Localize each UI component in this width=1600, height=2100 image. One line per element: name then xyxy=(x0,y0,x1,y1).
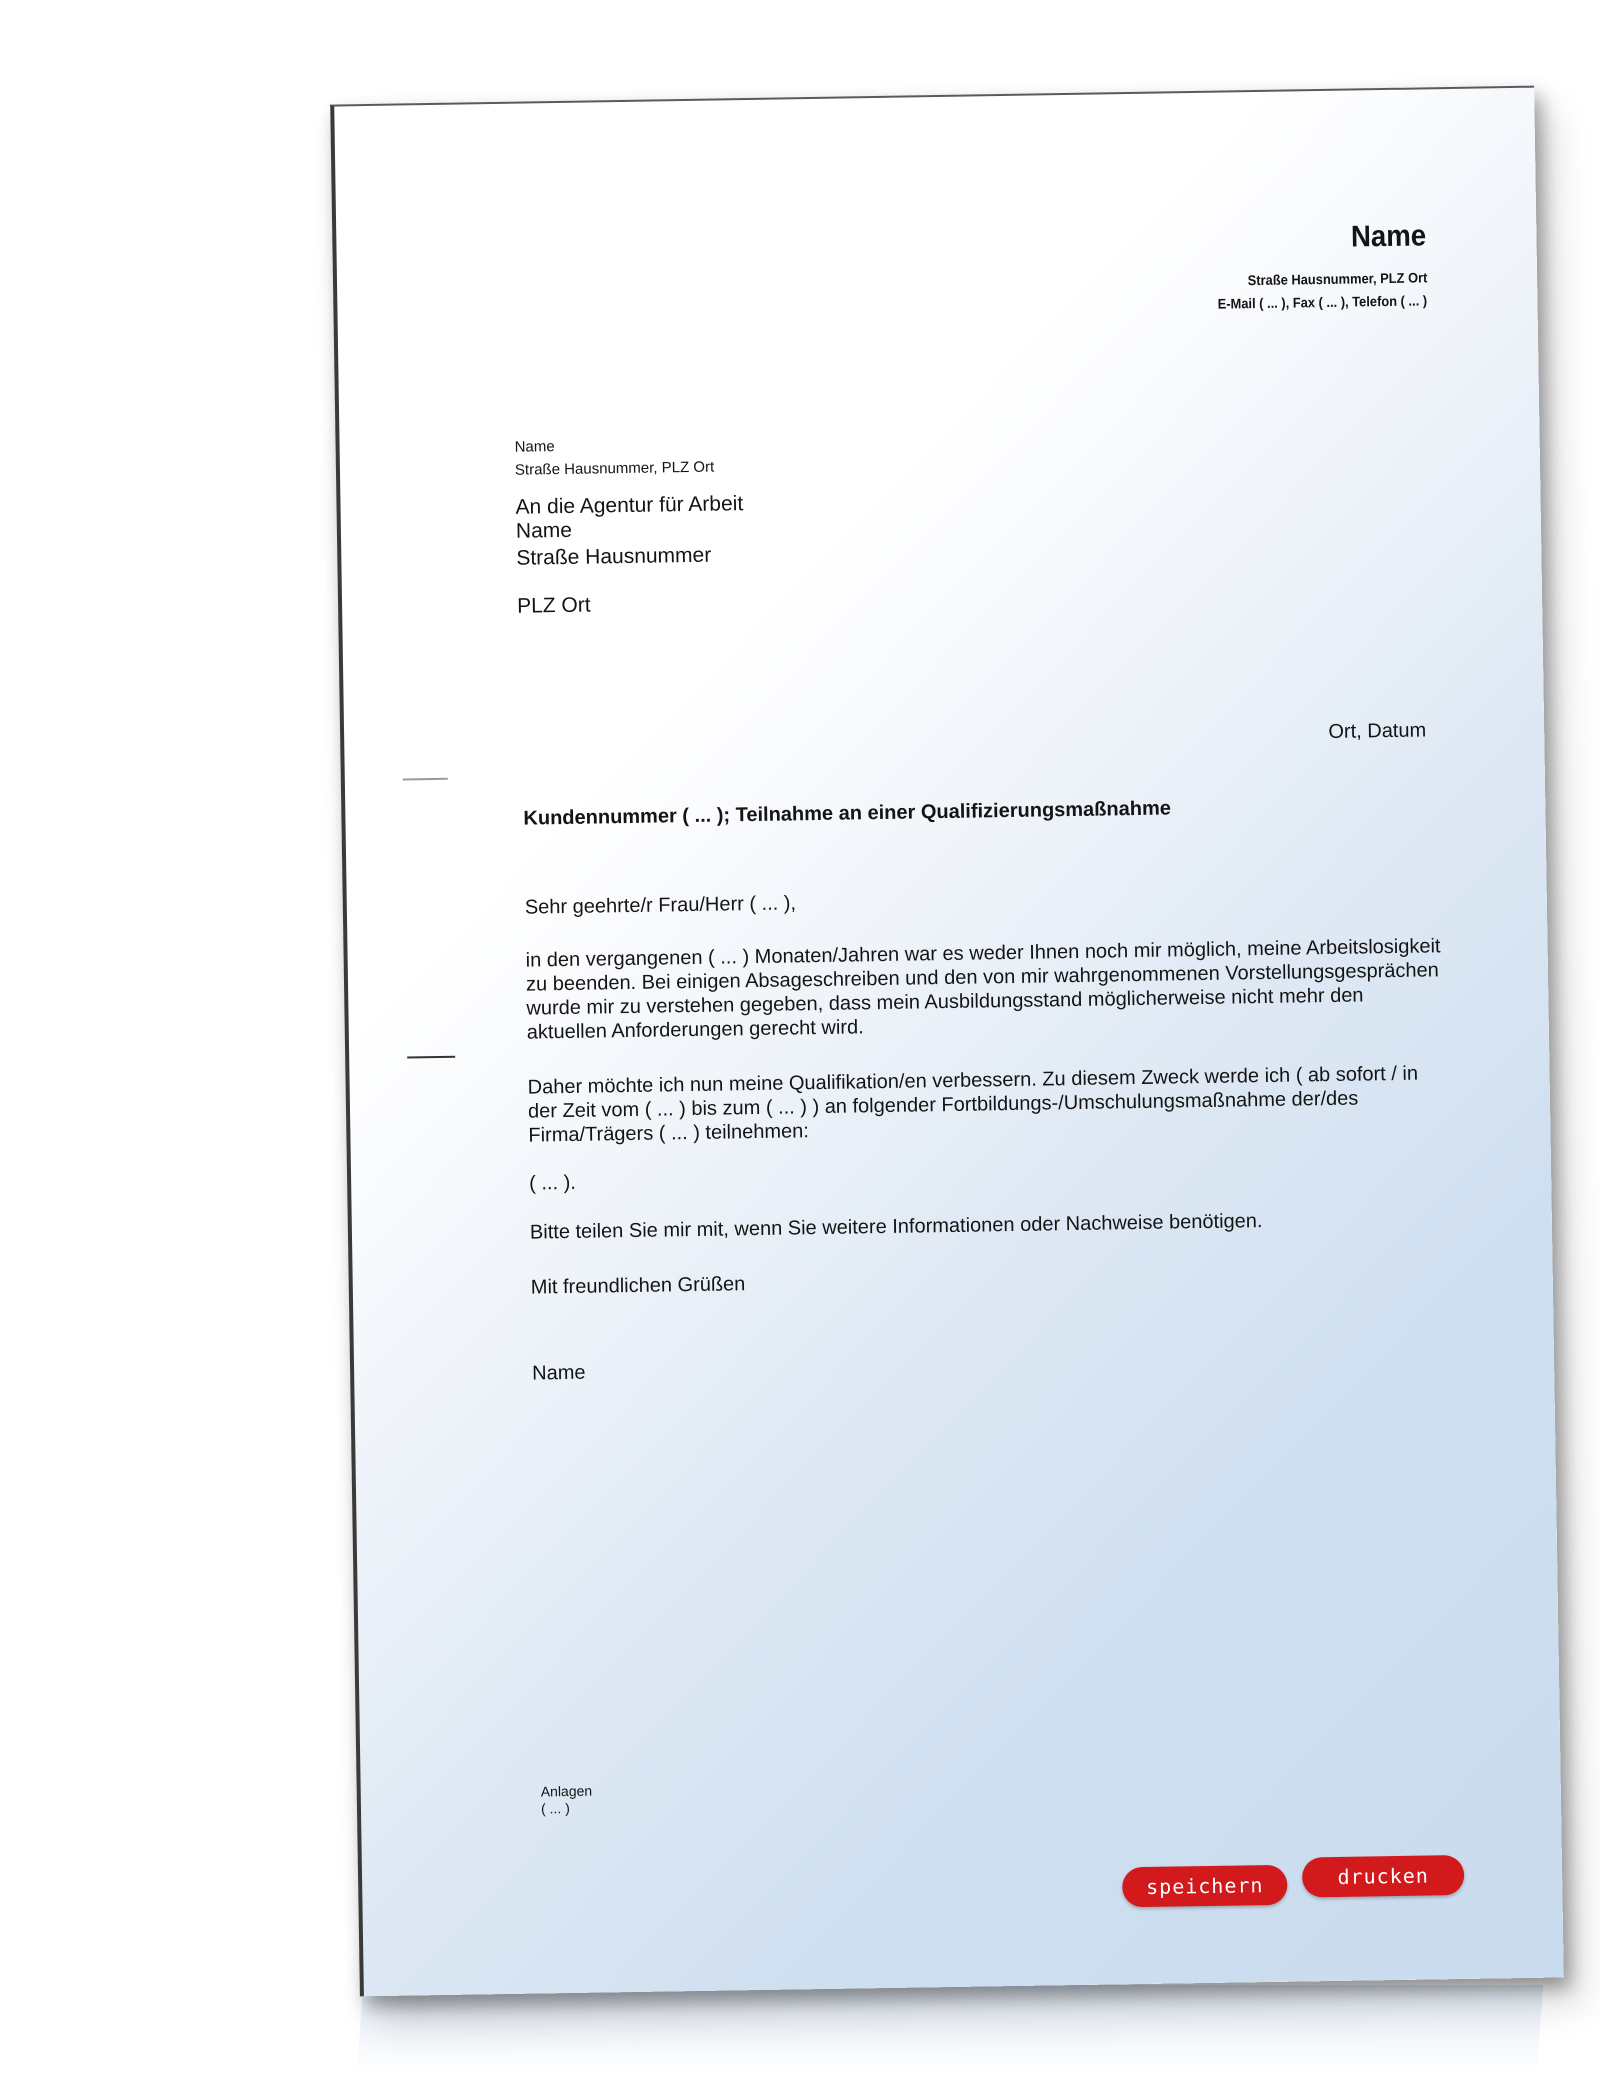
recipient-line-2: Name xyxy=(515,518,573,543)
body-paragraph-1: in den vergangenen ( ... ) Monaten/Jahren war es weder Ihnen noch mir möglich, meine Arbeitslosigkeit zu beenden. Bei einigen Absageschreiben und den von mir wahrgenommenen Vorstellungsgesprächen wurde mir zu verstehen gegeben, dass mein Ausbildungsstand möglicherweise nicht mehr den aktuellen Anforderungen gerecht wird. xyxy=(525,935,1441,1044)
body-paragraph-4: Bitte teilen Sie mir mit, wenn Sie weitere Informationen oder Nachweise benötigen. xyxy=(529,1210,1263,1244)
recipient-line-4: PLZ Ort xyxy=(516,593,591,618)
place-date: Ort, Datum xyxy=(1328,719,1427,743)
body-paragraph-2: Daher möchte ich nun meine Qualifikation/en verbessern. Zu diesem Zweck werde ich ( ab sofort / in der Zeit vom ( ... ) bis zum ( ... ) ) an folgender Fortbildungs-/Umschulungsmaßnahme der/des Firma/Trägers ( ... ) teilnehmen: xyxy=(527,1062,1419,1147)
fold-mark-middle xyxy=(407,1056,455,1059)
sender-name: Name xyxy=(1350,219,1427,254)
letter-page xyxy=(330,86,1564,1997)
return-address-name: Name xyxy=(514,438,555,456)
save-button[interactable]: speichern xyxy=(1122,1865,1288,1908)
letter-subject: Kundennummer ( ... ); Teilnahme an einer Qualifizierungsmaßnahme xyxy=(523,797,1172,830)
salutation: Sehr geehrte/r Frau/Herr ( ... ), xyxy=(524,892,797,919)
recipient-line-1: An die Agentur für Arbeit xyxy=(515,492,744,519)
recipient-line-3: Straße Hausnummer xyxy=(516,543,712,570)
attachments-label: Anlagen xyxy=(540,1782,593,1800)
print-button[interactable]: drucken xyxy=(1302,1855,1465,1898)
closing: Mit freundlichen Grüßen xyxy=(530,1273,746,1299)
fold-mark-top xyxy=(403,778,448,781)
return-address-street: Straße Hausnummer, PLZ Ort xyxy=(514,458,715,479)
signer-name: Name xyxy=(531,1361,586,1385)
body-paragraph-3: ( ... ). xyxy=(529,1171,577,1195)
sender-address: Straße Hausnummer, PLZ Ort xyxy=(1247,269,1428,289)
paper-reflection xyxy=(357,1985,1543,2075)
sender-contact: E-Mail ( ... ), Fax ( ... ), Telefon ( ... ) xyxy=(1217,292,1428,312)
attachments-value: ( ... ) xyxy=(540,1800,570,1817)
